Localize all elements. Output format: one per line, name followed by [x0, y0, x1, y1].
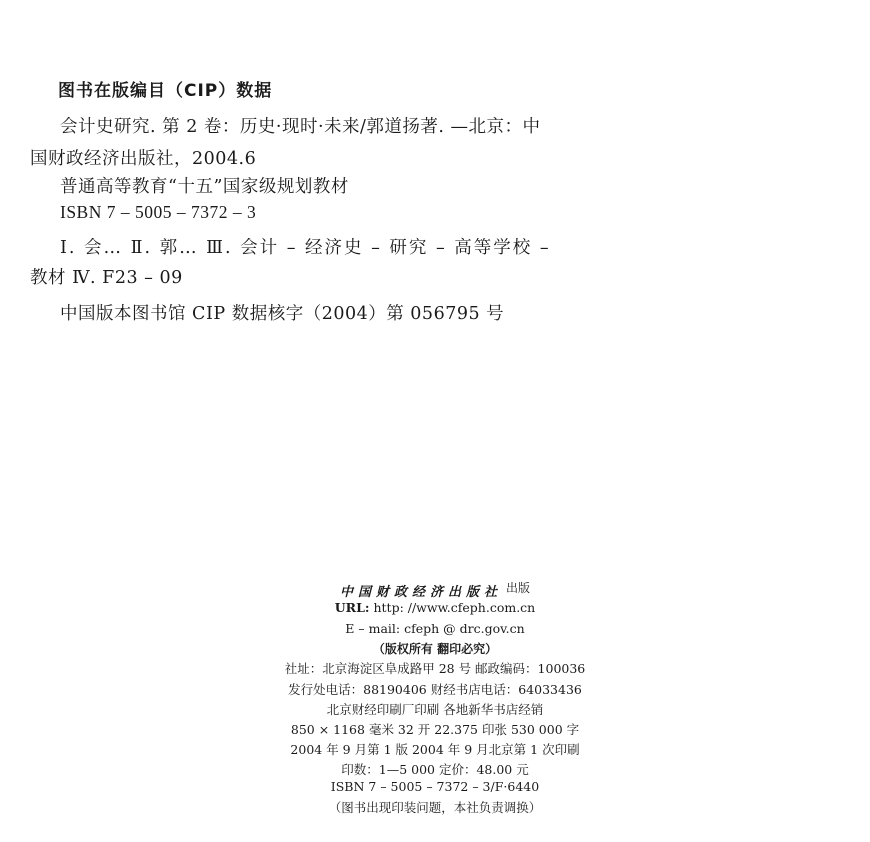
publisher-name: 中国财政经济出版社	[339, 585, 502, 600]
cip-entry-line-2: 国财政经济出版社，2004.6	[30, 149, 257, 169]
imprint-isbn-line: ISBN 7 – 5005 – 7372 – 3/F·6440	[330, 779, 540, 794]
cip-series-line: 普通高等教育“十五”国家级规划教材	[60, 177, 349, 197]
phone-line: 发行处电话：88190406 财经书店电话：64033436	[288, 682, 582, 697]
edition-line: 2004 年 9 月第 1 版 2004 年 9 月北京第 1 次印刷	[290, 742, 580, 757]
print-count-line: 印数：1—5 000 定价：48.00 元	[341, 762, 529, 777]
cip-heading: 图书在版编目（CIP）数据	[58, 81, 273, 101]
url-line	[0, 600, 870, 615]
url-text: http: //www.cfeph.com.cn	[373, 600, 536, 615]
printer-line: 北京财经印刷厂印刷 各地新华书店经销	[326, 702, 544, 717]
address-line: 社址：北京海淀区阜成路甲 28 号 邮政编码：100036	[284, 661, 586, 676]
url-label: URL:	[334, 600, 370, 615]
cip-entry-line-1: 会计史研究. 第 2 卷：历史·现时·未来/郭道扬著. —北京：中	[60, 117, 541, 137]
publisher-line	[0, 579, 870, 600]
notice-line: （图书出现印装问题，本社负责调换）	[328, 800, 542, 815]
rights-line: （版权所有 翻印必究）	[372, 642, 498, 656]
format-line: 850 × 1168 毫米 32 开 22.375 印张 530 000 字	[290, 722, 580, 737]
cip-record-number: 中国版本图书馆 CIP 数据核字（2004）第 056795 号	[60, 304, 505, 324]
publisher-suffix: 出版	[506, 581, 531, 595]
cip-subject-line-1: Ⅰ. 会… Ⅱ. 郭… Ⅲ. 会计 – 经济史 – 研究 – 高等学校 –	[60, 238, 551, 258]
cip-subject-line-2: 教材 Ⅳ. F23 – 09	[30, 268, 183, 288]
cip-isbn-line: ISBN 7 – 5005 – 7372 – 3	[60, 202, 257, 222]
email-line: E – mail: cfeph @ drc.gov.cn	[345, 621, 525, 636]
